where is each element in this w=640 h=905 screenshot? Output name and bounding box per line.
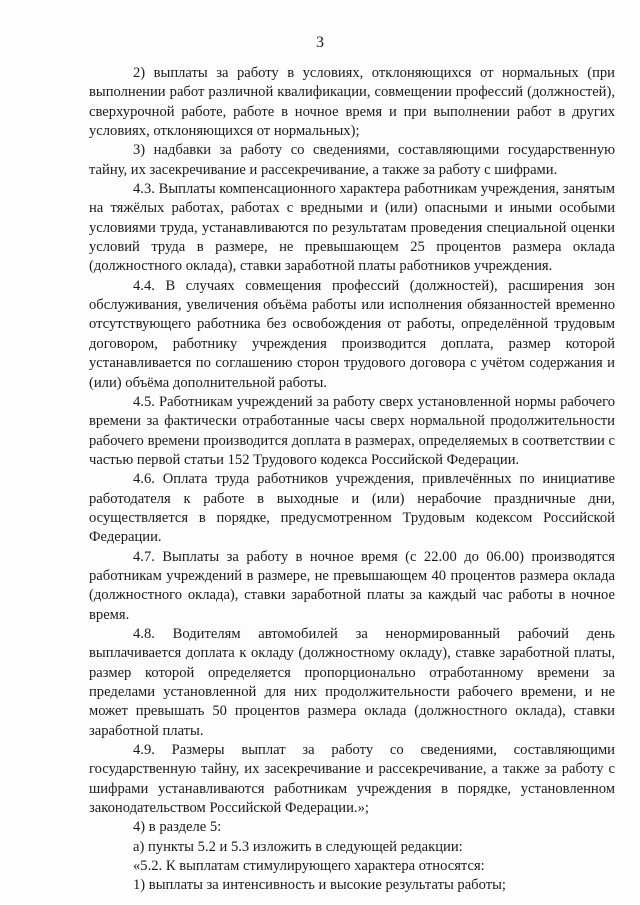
paragraph-5-2: «5.2. К выплатам стимулирующего характера относятся: xyxy=(133,858,485,875)
paragraph-4-5: 4.5. Работникам учреждений за работу сверх установленной нормы рабочего времени за фактически отработанные часы сверх нормальной продолжительности рабочего времени производится доплата в размерах, определяемых в соответствии с частью первой статьи 152 Трудового кодекса Российской Федерации. xyxy=(89,393,615,468)
paragraph-4-6: 4.6. Оплата труда работников учреждения, привлечённых по инициативе работодателя к работе в выходные и (или) нерабочие праздничные дни, осуществляется в порядке, предусмотренном Трудовым кодексом Российской Федерации. xyxy=(89,471,615,546)
page-number: 3 xyxy=(316,34,324,51)
paragraph-item-a: а) пункты 5.2 и 5.3 изложить в следующей редакции: xyxy=(133,838,463,855)
document-body xyxy=(89,64,615,896)
paragraph-4-9: 4.9. Размеры выплат за работу со сведениями, составляющими государственную тайну, их засекречивание и рассекречивание, а также за работу с шифрами устанавливаются работникам учреждения в порядке, установленном законодательством Российской Федерации.»; xyxy=(89,742,615,817)
paragraph-5-2-item-1: 1) выплаты за интенсивность и высокие результаты работы; xyxy=(133,877,506,894)
paragraph-item-3-state-secret-allowances: 3) надбавки за работу со сведениями, составляющими государственную тайну, их засекречивание и рассекречивание, а также за работу с шифрами. xyxy=(89,142,615,178)
paragraph-4-4: 4.4. В случаях совмещения профессий (должностей), расширения зон обслуживания, увеличения объёма работы или исполнения обязанностей временно отсутствующего работника без освобождения от работы, определённой трудовым договором, работнику учреждения производится доплата, размер которой устанавливается по соглашению сторон трудового договора с учётом содержания и (или) объёма дополнительной работы. xyxy=(89,277,615,391)
paragraph-4-8: 4.8. Водителям автомобилей за ненормированный рабочий день выплачивается доплата к окладу (должностному окладу), ставке заработной платы, размер которой определяется пропорционально отработанному времени за пределами установленной для них продолжительности рабочего времени, и не может превышать 50 процентов размера оклада (должностного оклада), ставки заработной платы. xyxy=(89,625,615,739)
paragraph-4-7: 4.7. Выплаты за работу в ночное время (с 22.00 до 06.00) производятся работникам учреждений в размере, не превышающем 40 процентов размера оклада (должностного оклада), ставки заработной платы за каждый час работы в ночное время. xyxy=(89,548,615,623)
paragraph-item-2-payments-abnormal-conditions: 2) выплаты за работу в условиях, отклоняющихся от нормальных (при выполнении работ различной квалификации, совмещении профессий (должностей), сверхурочной работе, работе в ночное время и при выполнении работ в других условиях, отклоняющихся от нормальных); xyxy=(89,65,615,140)
paragraph-4-3: 4.3. Выплаты компенсационного характера работникам учреждения, занятым на тяжёлых работах, работах с вредными и (или) опасными и иными особыми условиями труда, устанавливаются по результатам проведения специальной оценки условий труда в размере, не превышающем 25 процентов размера оклада (должностного оклада), ставки заработной платы работников учреждения. xyxy=(89,181,615,275)
paragraph-section-5-intro: 4) в разделе 5: xyxy=(133,819,222,836)
